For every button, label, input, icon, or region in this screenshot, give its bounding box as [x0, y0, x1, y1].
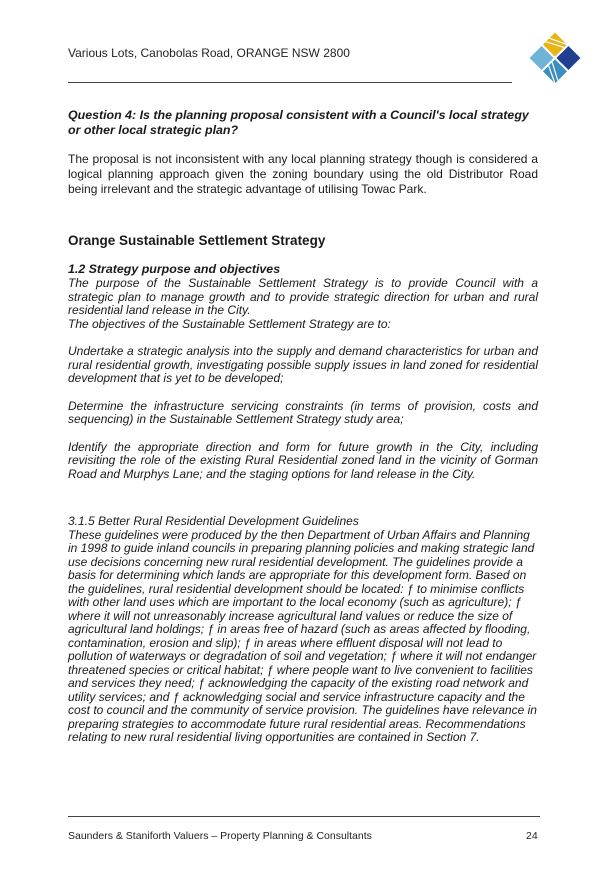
footer-divider	[68, 816, 540, 817]
objective-item: Determine the infrastructure servicing constraints (in terms of provision, costs and sequencing) in the Sustainable Settlement Strategy study area;	[68, 398, 538, 426]
company-logo-icon	[527, 30, 583, 86]
strategy-purpose: The purpose of the Sustainable Settlement Strategy is to provide Council with a strategic plan to manage growth and to provide strategic direction for urban and rural residential land release in the City.	[68, 276, 538, 317]
header-address: Various Lots, Canobolas Road, ORANGE NSW 2800	[68, 46, 350, 60]
header-divider	[68, 82, 512, 83]
question-answer: The proposal is not inconsistent with any local planning strategy though is considered a logical planning approach given the zoning boundary using the old Distributor Road being irrelevant and the strategic advantage of utilising Towac Park.	[68, 152, 538, 196]
objective-item: Identify the appropriate direction and form for future growth in the City, including revisiting the role of the existing Rural Residential zoned land in the vicinity of Gorman Road and Murphys Lane; and the staging options for land release in the City.	[68, 439, 538, 481]
section-title: Orange Sustainable Settlement Strategy	[68, 233, 326, 248]
page-number: 24	[526, 830, 538, 842]
strategy-subheading: 1.2 Strategy purpose and objectives	[68, 262, 281, 276]
page-content	[68, 108, 538, 745]
objectives-intro: The objectives of the Sustainable Settlement Strategy are to:	[68, 316, 391, 331]
footer-company: Saunders & Staniforth Valuers – Property Planning & Consultants	[68, 830, 372, 842]
question-heading: Question 4: Is the planning proposal consistent with a Council's local strategy or other local strategic plan?	[68, 108, 529, 137]
guidelines-heading: 3.1.5 Better Rural Residential Development Guidelines	[68, 514, 359, 528]
guidelines-body: These guidelines were produced by the then Department of Urban Affairs and Planning in 1998 to guide inland councils in preparing planning policies and making strategic land use decisions concerning new rural residential development. The guidelines provide a basis for determining which lands are appropriate for this development form. Based on the guidelines, rural residential development should be located: ƒ to minimise conflicts with other land uses which are important to the local economy (such as agriculture); ƒ where it will not unreasonably increase agricultural land values or reduce the size of agricultural land holdings; ƒ in areas free of hazard (such as areas affected by flooding, contamination, erosion and slip); ƒ in areas where effluent disposal will not lead to pollution of waterways or degradation of soil and vegetation; ƒ where it will not endanger threatened species or critical habitat; ƒ where people want to live convenient to facilities and services they need; ƒ acknowledging the capacity of the existing road network and utility services; and ƒ acknowledging social and service infrastructure capacity and the cost to council and the community of service provision. The guidelines have relevance in preparing strategies to accommodate future rural residential areas. Recommendations relating to new rural residential living opportunities are contained in Section 7.	[68, 527, 537, 744]
objective-item: Undertake a strategic analysis into the supply and demand characteristics for urban and rural residential growth, investigating possible supply issues in land zoned for residential development that is yet to be developed;	[68, 344, 538, 385]
